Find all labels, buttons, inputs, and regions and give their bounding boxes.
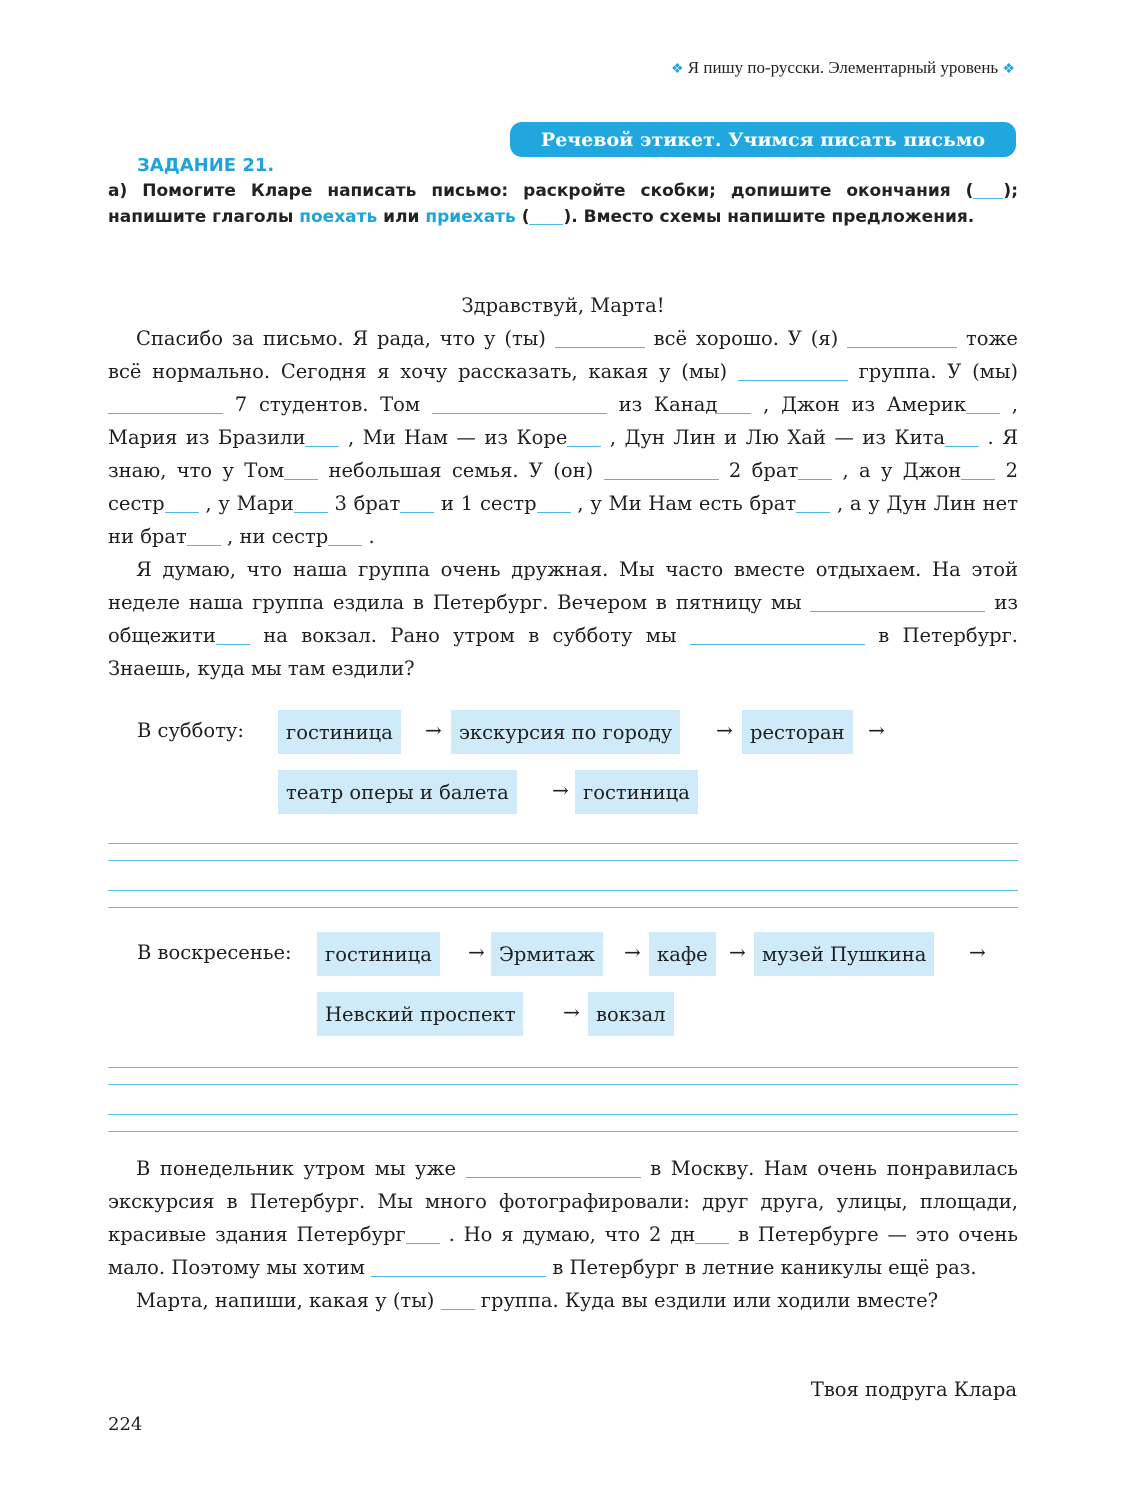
route-step: кафе <box>649 932 716 976</box>
arrow-icon: → <box>624 940 641 964</box>
letter-paragraph: Спасибо за письмо. Я рада, что у (ты) всё хорошо. У (я) тоже всё нормально. Сегодня я хочу рассказать, какая у (мы) группа. У (мы) 7 студентов. Том из Канад , Джон из Америк , Мария из Бразили , Ми Нам — из Коре , Дун Лин и Лю Хай — из Кита . Я знаю, что у Том небольшая семья. У (он) 2 брат , а у Джон 2 сестр , у Мари 3 брат и 1 сестр , у Ми Нам есть брат , а у Дун Лин нет ни брат , ни сестр . <box>108 327 1019 548</box>
route-step: экскурсия по городу <box>451 710 680 754</box>
answer-blank[interactable] <box>555 328 645 349</box>
answer-blank[interactable] <box>690 625 865 646</box>
answer-blank[interactable] <box>604 460 719 481</box>
writing-line[interactable] <box>108 890 1018 891</box>
route-step: гостиница <box>317 932 440 976</box>
arrow-icon: → <box>716 718 733 742</box>
answer-blank[interactable] <box>966 394 1000 415</box>
sunday-label: В воскресенье: <box>137 941 292 964</box>
answer-blank[interactable] <box>305 427 339 448</box>
answer-blank[interactable] <box>406 1224 440 1245</box>
answer-blank[interactable] <box>738 361 848 382</box>
route-step: музей Пушкина <box>754 932 934 976</box>
writing-line[interactable] <box>108 860 1018 861</box>
route-step: Эрмитаж <box>491 932 603 976</box>
verb-priekhat: приехать <box>425 207 516 227</box>
letter-greeting: Здравствуй, Марта! <box>461 294 665 317</box>
arrow-icon: → <box>563 1000 580 1024</box>
writing-line[interactable] <box>108 1067 1018 1068</box>
answer-blank[interactable] <box>695 1224 729 1245</box>
route-step: вокзал <box>588 992 674 1036</box>
answer-blank[interactable] <box>537 493 571 514</box>
answer-blank[interactable] <box>284 460 318 481</box>
writing-line[interactable] <box>108 1084 1018 1085</box>
verb-poekhat: поехать <box>299 207 378 227</box>
answer-blank[interactable] <box>567 427 601 448</box>
writing-line[interactable] <box>108 1114 1018 1115</box>
answer-blank[interactable] <box>810 592 985 613</box>
saturday-label: В субботу: <box>137 719 244 742</box>
answer-blank[interactable] <box>294 493 328 514</box>
arrow-icon: → <box>969 940 986 964</box>
answer-blank[interactable] <box>798 460 832 481</box>
letter-paragraph: Я думаю, что наша группа очень дружная. Мы часто вместе отдыхаем. На этой неделе наша группа ездила в Петербург. Вечером в пятницу мы из общежити на вокзал. Рано утром в субботу мы в Петербург. Знаешь, куда мы там ездили? <box>108 558 1018 680</box>
diamond-icon: ❖ <box>670 62 684 77</box>
letter-paragraph: Марта, напиши, какая у (ты) группа. Куда вы ездили или ходили вместе? <box>136 1289 939 1312</box>
letter-body-2 <box>108 1152 1018 1317</box>
route-step: Невский проспект <box>317 992 523 1036</box>
arrow-icon: → <box>552 778 569 802</box>
arrow-icon: → <box>729 940 746 964</box>
answer-blank[interactable] <box>400 493 434 514</box>
answer-blank[interactable] <box>165 493 199 514</box>
route-step: театр оперы и балета <box>278 770 517 814</box>
running-header <box>671 58 1015 78</box>
answer-blank[interactable] <box>973 181 1003 199</box>
diamond-icon: ❖ <box>1002 62 1015 77</box>
letter-body-1 <box>108 289 1018 685</box>
answer-blank[interactable] <box>529 207 563 225</box>
task-instructions: а) Помогите Кларе написать письмо: раскройте скобки; допишите окончания ( ); напишите глаголы поехать или приехать ( ). Вместо схемы напишите предложения. <box>108 181 1018 227</box>
answer-blank[interactable] <box>796 493 830 514</box>
arrow-icon: → <box>425 718 442 742</box>
writing-line[interactable] <box>108 843 1018 844</box>
answer-blank[interactable] <box>328 526 362 547</box>
answer-blank[interactable] <box>945 427 979 448</box>
answer-blank[interactable] <box>717 394 751 415</box>
arrow-icon: → <box>868 718 885 742</box>
section-title: Речевой этикет. Учимся писать письмо <box>510 122 1016 157</box>
task-number: ЗАДАНИЕ 21. <box>137 155 275 176</box>
writing-line[interactable] <box>108 907 1018 908</box>
page-number: 224 <box>108 1414 143 1435</box>
route-step: ресторан <box>742 710 853 754</box>
answer-blank[interactable] <box>432 394 607 415</box>
answer-blank[interactable] <box>371 1257 546 1278</box>
arrow-icon: → <box>468 940 485 964</box>
answer-blank[interactable] <box>187 526 221 547</box>
answer-blank[interactable] <box>466 1158 641 1179</box>
letter-signature: Твоя подруга Клара <box>810 1378 1017 1401</box>
answer-blank[interactable] <box>441 1290 475 1311</box>
answer-blank[interactable] <box>961 460 995 481</box>
answer-blank[interactable] <box>847 328 957 349</box>
book-title: Я пишу по-русски. Элементарный уровень <box>687 58 999 77</box>
letter-paragraph: В понедельник утром мы уже в Москву. Нам очень понравилась экскурсия в Петербург. Мы много фотографировали: друг друга, улицы, площади, красивые здания Петербург . Но я думаю, что 2 дн в Петербурге — это очень мало. Поэтому мы хотим в Петербург в летние каникулы ещё раз. <box>108 1157 1019 1279</box>
writing-line[interactable] <box>108 1131 1018 1132</box>
answer-blank[interactable] <box>108 394 223 415</box>
route-step: гостиница <box>278 710 401 754</box>
answer-blank[interactable] <box>216 625 250 646</box>
route-step: гостиница <box>575 770 698 814</box>
